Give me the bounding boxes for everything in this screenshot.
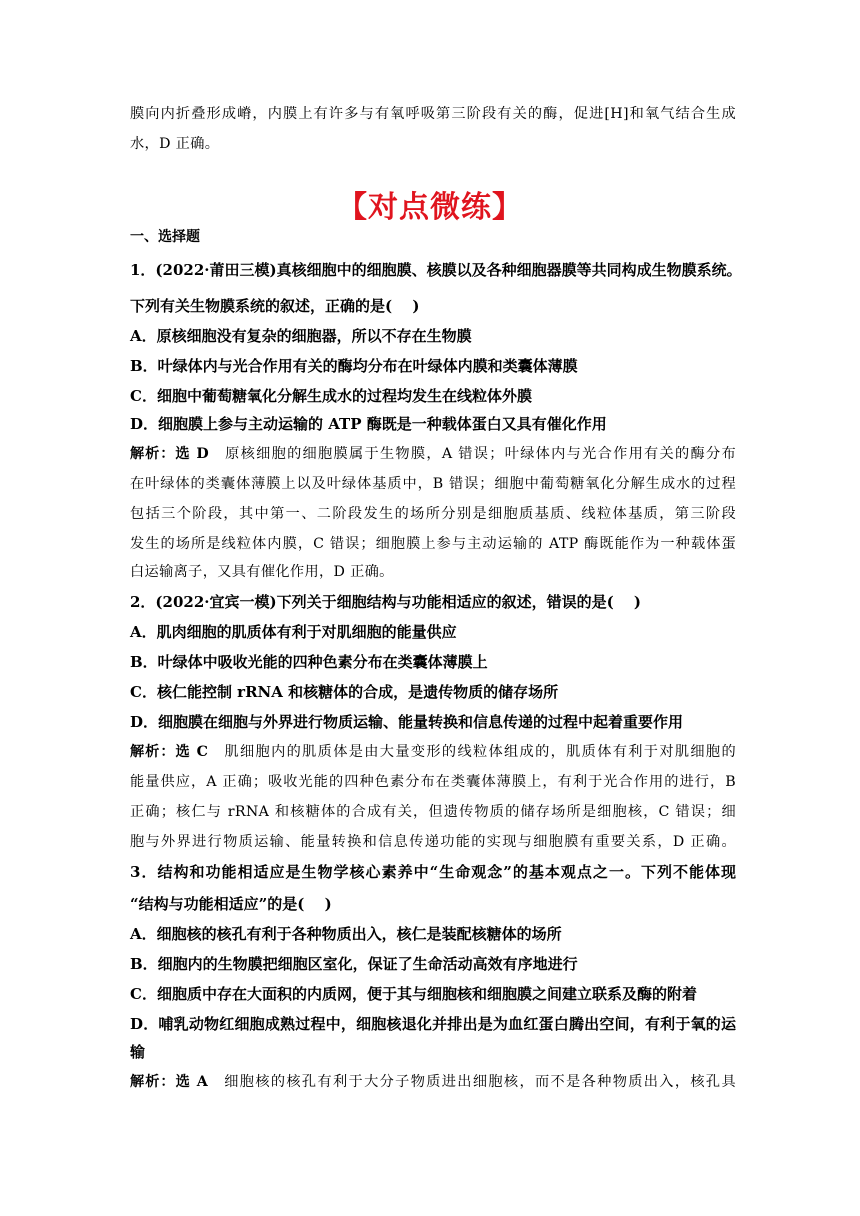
section-heading: 【对点微练】	[337, 190, 523, 225]
q1-analysis-line-5: 白运输离子，又具有催化作用，D 正确。	[130, 564, 394, 580]
intro-line-1: 膜向内折叠形成嵴，内膜上有许多与有氧呼吸第三阶段有关的酶，促进[H]和氧气结合生成	[130, 106, 736, 122]
q2-analysis-line-1: 解析：选 C 肌细胞内的肌质体是由大量变形的线粒体组成的，肌质体有利于对肌细胞的	[130, 744, 736, 760]
q3-option-c: C．细胞质中存在大面积的内质网，便于其与细胞核和细胞膜之间建立联系及酶的附着	[130, 985, 697, 1003]
q2-option-b: B．叶绿体中吸收光能的四种色素分布在类囊体薄膜上	[130, 653, 488, 671]
q2-analysis-line-2: 能量供应，A 正确；吸收光能的四种色素分布在类囊体薄膜上，有利于光合作用的进行，B	[130, 774, 736, 790]
q3-option-a: A．细胞核的核孔有利于各种物质出入，核仁是装配核糖体的场所	[130, 925, 562, 943]
intro-line-2: 水，D 正确。	[130, 136, 220, 152]
q2-stem-line-1: 2．(2022·宜宾一模)下列关于细胞结构与功能相适应的叙述，错误的是( )	[130, 593, 642, 611]
q1-stem-line-2: 下列有关生物膜系统的叙述，正确的是( )	[130, 297, 420, 315]
q1-analysis-line-3: 包括三个阶段，其中第一、二阶段发生的场所分别是细胞质基质、线粒体基质，第三阶段	[130, 506, 736, 522]
section-title: 一、选择题	[130, 229, 200, 245]
q1-analysis-line-1: 解析：选 D 原核细胞的细胞膜属于生物膜，A 错误；叶绿体内与光合作用有关的酶分布	[130, 446, 736, 462]
q2-option-c: C．核仁能控制 rRNA 和核糖体的合成，是遗传物质的储存场所	[130, 683, 559, 701]
q3-option-d-line-2: 输	[130, 1043, 146, 1061]
q2-option-d: D．细胞膜在细胞与外界进行物质运输、能量转换和信息传递的过程中起着重要作用	[130, 713, 684, 731]
q1-analysis-label: 解析：选 D	[130, 446, 209, 462]
q2-analysis-line-3: 正确；核仁与 rRNA 和核糖体的合成有关，但遗传物质的储存场所是细胞核，C 错误；细	[130, 804, 736, 820]
q3-option-b: B．细胞内的生物膜把细胞区室化，保证了生命活动高效有序地进行	[130, 955, 578, 973]
q3-stem-line-2: “结构与功能相适应”的是( )	[130, 895, 332, 913]
q1-analysis-line-2: 在叶绿体的类囊体薄膜上以及叶绿体基质中，B 错误；细胞中葡萄糖氧化分解生成水的过程	[130, 476, 736, 492]
q1-option-c: C．细胞中葡萄糖氧化分解生成水的过程均发生在线粒体外膜	[130, 387, 532, 405]
q3-analysis-label: 解析：选 A	[130, 1074, 208, 1090]
q1-option-d: D．细胞膜上参与主动运输的 ATP 酶既是一种载体蛋白又具有催化作用	[130, 415, 607, 433]
q1-option-a: A．原核细胞没有复杂的细胞器，所以不存在生物膜	[130, 327, 472, 345]
q2-analysis-line-4: 胞与外界进行物质运输、能量转换和信息传递功能的实现与细胞膜有重要关系，D 正确。	[130, 834, 736, 850]
q3-analysis-line-1: 解析：选 A 细胞核的核孔有利于大分子物质进出细胞核，而不是各种物质出入，核孔具	[130, 1074, 736, 1090]
q2-option-a: A．肌肉细胞的肌质体有利于对肌细胞的能量供应	[130, 623, 457, 641]
q1-option-b: B．叶绿体内与光合作用有关的酶均分布在叶绿体内膜和类囊体薄膜	[130, 357, 578, 375]
q3-option-d-line-1: D．哺乳动物红细胞成熟过程中，细胞核退化并排出是为血红蛋白腾出空间，有利于氧的运	[130, 1015, 736, 1033]
q1-stem-line-1: 1．(2022·莆田三模)真核细胞中的细胞膜、核膜以及各种细胞器膜等共同构成生物膜系统。	[130, 261, 742, 279]
q2-analysis-label: 解析：选 C	[130, 744, 208, 760]
q1-analysis-line-4: 发生的场所是线粒体内膜，C 错误；细胞膜上参与主动运输的 ATP 酶既能作为一种载体蛋	[130, 536, 736, 552]
q3-stem-line-1: 3．结构和功能相适应是生物学核心素养中“生命观念”的基本观点之一。下列不能体现	[130, 863, 736, 881]
